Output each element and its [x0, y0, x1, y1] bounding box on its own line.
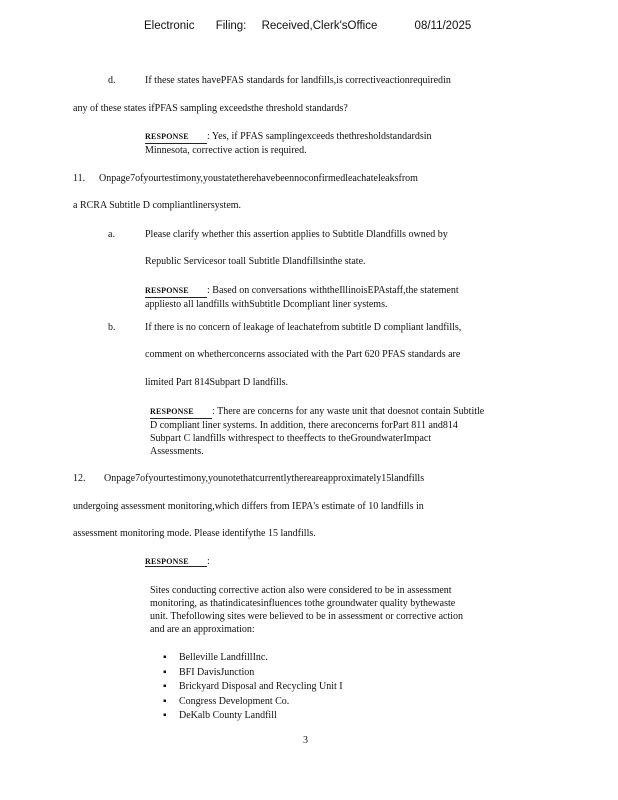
q12-response-line3: unit. Thefollowing sites were believed to be in assessment or corrective action	[150, 611, 464, 622]
q12-response-body	[150, 584, 463, 636]
q12-line3: assessment monitoring mode. Please identifythe 15 landfills.	[73, 528, 316, 539]
item-a-response-line1: : Based on conversations withtheIllinoisEPAstaff,the statement	[207, 285, 459, 296]
q12-response-line1: Sites conducting corrective action also were considered to be in assessment	[150, 585, 452, 596]
item-a-marker: a.	[108, 229, 115, 240]
header-electronic: Electronic	[144, 20, 195, 32]
q12-response-heading	[145, 556, 210, 567]
item-b-response-line1: : There are concerns for any waste unit that doesnot contain Subtitle	[212, 406, 485, 417]
landfill-name: Brickyard Disposal and Recycling Unit I	[179, 681, 343, 692]
landfill-list-item	[163, 709, 343, 724]
landfill-list-item	[163, 666, 343, 681]
landfill-list-item	[163, 680, 343, 695]
item-b-response-line4: Assessments.	[150, 446, 204, 457]
q12-line2: undergoing assessment monitoring,which differs from IEPA's estimate of 10 landfills in	[73, 501, 424, 512]
q12-response-colon: :	[207, 556, 210, 567]
header-filing: Filing:	[215, 20, 247, 32]
response-label: RESPONSE	[145, 557, 207, 567]
landfill-name: Belleville LandfillInc.	[179, 652, 268, 663]
filing-header	[144, 20, 471, 32]
bullet-square-icon: ▪	[163, 681, 167, 692]
q12-response-line2: monitoring, as thatindicatesinfluences tothe groundwater quality bythewaste	[150, 598, 456, 609]
item-b-line3: limited Part 814Subpart D landfills.	[145, 377, 289, 388]
item-b-line1: If there is no concern of leakage of leachatefrom subtitle D compliant landfills,	[145, 322, 462, 333]
item-d-line2: any of these states ifPFAS sampling exceedsthe threshold standards?	[73, 103, 348, 114]
item-a-response	[145, 284, 459, 311]
item-b-response-line2: D compliant liner systems. In addition, there areconcerns forPart 811 and814	[150, 420, 458, 431]
landfill-list-item	[163, 651, 343, 666]
response-label: RESPONSE	[145, 284, 207, 298]
header-date: 08/11/2025	[414, 20, 472, 32]
q11-marker: 11.	[73, 173, 86, 184]
landfill-name: DeKalb County Landfill	[179, 710, 277, 721]
q11-line2: a RCRA Subtitle D compliantlinersystem.	[73, 200, 242, 211]
page-number: 3	[303, 735, 308, 746]
bullet-square-icon: ▪	[163, 652, 167, 663]
landfill-name: Congress Development Co.	[179, 695, 290, 707]
item-a-response-line2: appliesto all landfills withSubtitle Dcompliant liner systems.	[145, 299, 388, 310]
q12-marker: 12.	[73, 473, 86, 484]
bullet-square-icon: ▪	[163, 666, 167, 678]
response-label: RESPONSE	[150, 405, 212, 419]
item-a-line2: Republic Servicesor toall Subtitle Dlandfillsinthe state.	[145, 256, 366, 267]
bullet-square-icon: ▪	[163, 710, 167, 721]
item-d-line1: If these states havePFAS standards for landfills,is correctiveactionrequiredin	[145, 75, 451, 86]
landfill-list-item	[163, 695, 343, 710]
q12-response-line4: and are an approximation:	[150, 624, 255, 635]
item-d-response-line2: Minnesota, corrective action is required.	[145, 145, 307, 156]
response-label: RESPONSE	[145, 130, 207, 144]
landfill-list	[163, 651, 343, 724]
item-b-marker: b.	[108, 322, 116, 333]
item-a-line1: Please clarify whether this assertion applies to Subtitle Dlandfills owned by	[145, 229, 448, 240]
item-b-response-line3: Subpart C landfills withrespect to theeffects to theGroundwaterImpact	[150, 433, 432, 444]
q11-line1: Onpage7ofyourtestimony,youstatetherehavebeennoconfirmedleachateleaksfrom	[99, 173, 418, 184]
header-received: Received,Clerk'sOffice	[261, 20, 378, 32]
bullet-square-icon: ▪	[163, 695, 167, 707]
q12-line1: Onpage7ofyourtestimony,younotethatcurrentlythereareapproximately15landfills	[104, 473, 425, 484]
item-d-response	[145, 130, 432, 157]
item-b-response	[150, 405, 484, 458]
item-d-marker: d.	[108, 75, 116, 86]
item-b-line2: comment on whetherconcerns associated with the Part 620 PFAS standards are	[145, 349, 461, 360]
item-d-response-line1: : Yes, if PFAS samplingexceeds thethresholdstandardsin	[207, 131, 432, 142]
landfill-name: BFI DavisJunction	[179, 666, 255, 678]
